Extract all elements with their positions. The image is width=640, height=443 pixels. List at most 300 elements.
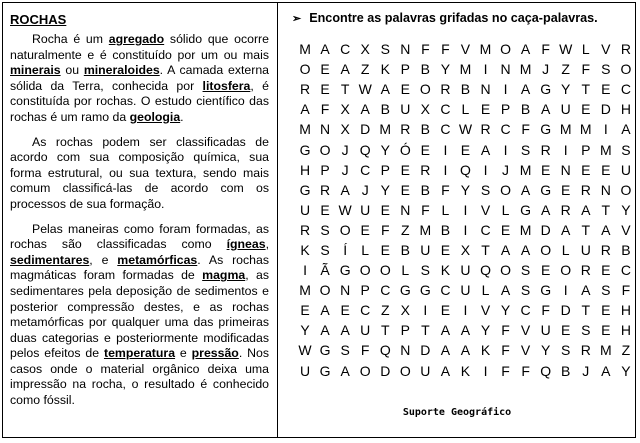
grid-letter[interactable]: A (621, 121, 631, 138)
grid-letter[interactable]: N (400, 342, 411, 359)
grid-letter[interactable]: B (621, 241, 631, 258)
grid-letter[interactable]: A (581, 282, 591, 299)
grid-letter[interactable]: G (399, 282, 411, 299)
grid-letter[interactable]: K (300, 241, 310, 258)
grid-letter[interactable]: G (299, 141, 311, 158)
grid-letter[interactable]: B (420, 181, 431, 198)
grid-letter[interactable]: J (341, 161, 349, 178)
grid-letter[interactable]: D (560, 302, 571, 319)
grid-letter[interactable]: J (502, 161, 510, 178)
grid-letter[interactable]: W (338, 201, 352, 218)
grid-letter[interactable]: M (519, 161, 532, 178)
text-run: , (265, 237, 269, 252)
grid-letter[interactable]: S (380, 41, 390, 58)
grid-letter[interactable]: G (319, 362, 331, 379)
grid-letter[interactable]: I (463, 221, 468, 238)
grid-letter[interactable]: E (540, 161, 551, 178)
grid-letter[interactable]: A (581, 201, 591, 218)
grid-letter[interactable]: E (340, 302, 350, 319)
grid-letter[interactable]: Z (401, 221, 410, 238)
grid-letter[interactable]: I (563, 282, 568, 299)
grid-letter[interactable]: M (459, 61, 472, 78)
grid-letter[interactable]: S (601, 61, 611, 78)
grid-letter[interactable]: P (400, 61, 410, 78)
grid-letter[interactable]: D (540, 221, 551, 238)
grid-letter[interactable]: G (540, 282, 552, 299)
grid-letter[interactable]: Z (621, 342, 631, 359)
grid-letter[interactable]: O (560, 262, 572, 279)
grid-letter[interactable]: A (500, 282, 511, 299)
grid-letter[interactable]: L (401, 262, 410, 279)
grid-letter[interactable]: R (580, 262, 591, 279)
grid-letter[interactable]: E (601, 161, 611, 178)
grid-letter[interactable]: U (540, 322, 551, 339)
grid-letter[interactable]: C (380, 282, 391, 299)
grid-letter[interactable]: D (380, 362, 391, 379)
grid-letter[interactable]: Y (380, 181, 390, 198)
grid-letter[interactable]: P (320, 161, 330, 178)
grid-letter[interactable]: A (520, 41, 531, 58)
grid-letter[interactable]: Z (380, 302, 390, 319)
grid-letter[interactable]: O (359, 362, 371, 379)
grid-letter[interactable]: M (599, 141, 612, 158)
grid-letter[interactable]: I (463, 302, 468, 319)
grid-letter[interactable]: O (620, 181, 632, 198)
grid-letter[interactable]: G (540, 121, 552, 138)
grid-letter[interactable]: A (440, 342, 451, 359)
grid-letter[interactable]: L (481, 282, 490, 299)
grid-letter[interactable]: L (581, 41, 590, 58)
grid-letter[interactable]: I (463, 201, 468, 218)
grid-letter[interactable]: A (520, 181, 531, 198)
grid-letter[interactable]: P (360, 282, 370, 299)
grid-letter[interactable]: A (320, 302, 330, 319)
grid-letter[interactable]: R (299, 81, 311, 98)
grid-letter[interactable]: N (480, 81, 491, 98)
grid-letter[interactable]: S (520, 141, 531, 158)
grid-letter[interactable]: U (420, 362, 431, 379)
grid-letter[interactable]: G (339, 262, 351, 279)
grid-letter[interactable]: N (600, 181, 611, 198)
grid-letter[interactable]: S (520, 262, 531, 279)
grid-letter[interactable]: D (420, 342, 431, 359)
section-title: ROCHAS (10, 12, 67, 27)
grid-letter[interactable]: T (421, 322, 430, 339)
grid-letter[interactable]: M (299, 121, 311, 138)
grid-letter[interactable]: W (298, 342, 312, 359)
grid-letter[interactable]: M (299, 41, 311, 58)
grid-letter[interactable]: F (441, 41, 450, 58)
grid-letter[interactable]: A (340, 322, 350, 339)
grid-letter[interactable]: A (520, 81, 531, 98)
grid-letter[interactable]: D (360, 121, 371, 138)
grid-letter[interactable]: S (581, 322, 591, 339)
grid-letter[interactable]: K (440, 262, 451, 279)
grid-letter[interactable]: Y (460, 181, 471, 198)
grid-letter[interactable]: A (460, 342, 471, 359)
grid-letter[interactable]: O (540, 241, 552, 258)
grid-letter[interactable]: E (300, 302, 310, 319)
grid-letter[interactable]: Y (540, 342, 551, 359)
grid-letter[interactable]: U (560, 101, 571, 118)
grid-letter[interactable]: N (500, 61, 511, 78)
grid-letter[interactable]: C (360, 302, 371, 319)
grid-letter[interactable]: Y (300, 322, 310, 339)
grid-row (295, 200, 636, 220)
grid-letter[interactable]: I (443, 141, 448, 158)
grid-letter[interactable]: G (520, 201, 532, 218)
text-run: . (180, 109, 184, 124)
grid-letter[interactable]: M (379, 121, 392, 138)
grid-letter[interactable]: S (621, 141, 631, 158)
grid-letter[interactable]: X (420, 101, 431, 118)
grid-letter[interactable]: X (340, 101, 350, 118)
grid-letter[interactable]: X (340, 121, 350, 138)
grid-letter[interactable]: B (380, 101, 390, 118)
grid-letter[interactable]: A (340, 61, 350, 78)
grid-letter[interactable]: R (600, 241, 611, 258)
grid-letter[interactable]: R (420, 161, 431, 178)
grid-letter[interactable]: C (440, 121, 451, 138)
grid-letter[interactable]: C (440, 282, 451, 299)
grid-letter[interactable]: C (340, 41, 351, 58)
grid-letter[interactable]: A (340, 362, 350, 379)
grid-letter[interactable]: Z (360, 61, 370, 78)
grid-letter[interactable]: O (379, 262, 391, 279)
grid-letter[interactable]: E (581, 161, 591, 178)
grid-letter[interactable]: N (560, 161, 571, 178)
grid-letter[interactable]: V (460, 41, 471, 58)
grid-letter[interactable]: F (541, 41, 550, 58)
grid-letter[interactable]: E (561, 322, 571, 339)
grid-letter[interactable]: Ó (399, 141, 411, 158)
grid-letter[interactable]: B (460, 81, 471, 98)
grid-letter[interactable]: E (460, 141, 471, 158)
grid-letter[interactable]: E (320, 81, 330, 98)
grid-letter[interactable]: I (483, 362, 488, 379)
grid-letter[interactable]: K (380, 61, 390, 78)
grid-letter[interactable]: A (300, 101, 310, 118)
grid-letter[interactable]: E (400, 161, 410, 178)
grid-letter[interactable]: W (559, 41, 573, 58)
grid-letter[interactable]: F (380, 221, 390, 238)
grid-letter[interactable]: E (320, 61, 330, 78)
grid-letter[interactable]: H (620, 101, 631, 118)
grid-letter[interactable]: Y (561, 81, 571, 98)
grid-letter[interactable]: V (480, 201, 491, 218)
grid-letter[interactable]: O (359, 262, 371, 279)
grid-letter[interactable]: A (360, 101, 370, 118)
grid-letter[interactable]: F (441, 181, 450, 198)
grid-letter[interactable]: B (440, 221, 451, 238)
grid-letter[interactable]: F (521, 121, 530, 138)
grid-letter[interactable]: O (339, 221, 351, 238)
grid-letter[interactable]: U (360, 201, 371, 218)
grid-letter[interactable]: T (601, 201, 611, 218)
grid-letter[interactable]: S (420, 262, 431, 279)
grid-letter[interactable]: I (503, 141, 508, 158)
grid-letter[interactable]: G (299, 181, 311, 198)
grid-letter[interactable]: U (580, 241, 591, 258)
word-search-grid[interactable] (295, 39, 636, 381)
grid-letter[interactable]: R (480, 121, 491, 138)
grid-letter[interactable]: R (440, 81, 451, 98)
grid-letter[interactable]: O (419, 81, 431, 98)
grid-letter[interactable]: M (299, 282, 311, 299)
grid-letter[interactable]: N (340, 282, 351, 299)
grid-letter[interactable]: F (621, 282, 631, 299)
grid-letter[interactable]: U (460, 262, 471, 279)
grid-letter[interactable]: M (519, 61, 532, 78)
grid-letter[interactable]: C (500, 121, 511, 138)
grid-letter[interactable]: Y (480, 322, 491, 339)
grid-letter[interactable]: F (501, 362, 510, 379)
grid-letter[interactable]: M (579, 121, 592, 138)
grid-letter[interactable]: E (601, 262, 611, 279)
grid-letter[interactable]: A (540, 101, 551, 118)
grid-letter[interactable]: R (620, 41, 631, 58)
grid-letter[interactable]: A (561, 221, 571, 238)
grid-letter[interactable]: F (421, 201, 430, 218)
grid-letter[interactable]: Y (621, 201, 631, 218)
grid-letter[interactable]: S (601, 282, 611, 299)
grid-letter[interactable]: T (380, 322, 390, 339)
grid-letter[interactable]: S (320, 221, 330, 238)
grid-row (295, 220, 636, 240)
grid-letter[interactable]: E (400, 181, 410, 198)
grid-letter[interactable]: I (603, 121, 608, 138)
grid-letter[interactable]: G (540, 81, 552, 98)
grid-letter[interactable]: T (481, 241, 490, 258)
text-column (2, 2, 278, 438)
grid-letter[interactable]: M (559, 121, 572, 138)
grid-letter[interactable]: A (380, 81, 390, 98)
grid-letter[interactable]: A (601, 362, 611, 379)
grid-letter[interactable]: T (581, 221, 591, 238)
grid-letter[interactable]: L (501, 201, 510, 218)
grid-letter[interactable]: B (520, 101, 531, 118)
grid-letter[interactable]: F (501, 342, 510, 359)
grid-letter[interactable]: V (601, 41, 611, 58)
grid-letter[interactable]: R (400, 121, 411, 138)
grid-letter[interactable]: V (621, 221, 631, 238)
text-run: . As rochas magmáticas foram formadas de (10, 252, 269, 283)
grid-letter[interactable]: G (419, 282, 431, 299)
grid-letter[interactable]: H (299, 161, 311, 178)
grid-letter[interactable]: I (443, 161, 448, 178)
grid-letter[interactable]: E (380, 241, 390, 258)
grid-letter[interactable]: W (458, 121, 473, 138)
grid-row (295, 361, 636, 381)
grid-letter[interactable]: D (600, 101, 611, 118)
grid-letter[interactable]: F (320, 101, 330, 118)
grid-letter[interactable]: U (299, 362, 311, 379)
grid-letter[interactable]: F (521, 362, 530, 379)
grid-letter[interactable]: A (440, 322, 451, 339)
grid-letter[interactable]: B (561, 362, 571, 379)
grid-letter[interactable]: R (299, 221, 311, 238)
grid-letter[interactable]: O (500, 262, 511, 279)
grid-letter[interactable]: M (519, 221, 532, 238)
grid-letter[interactable]: F (581, 61, 591, 78)
grid-letter[interactable]: N (320, 121, 331, 138)
grid-letter[interactable]: C (520, 302, 531, 319)
grid-letter[interactable]: V (520, 322, 531, 339)
grid-letter[interactable]: C (620, 81, 631, 98)
grid-letter[interactable]: E (480, 101, 491, 118)
grid-letter[interactable]: K (480, 342, 491, 359)
grid-letter[interactable]: L (561, 241, 570, 258)
grid-letter[interactable]: C (440, 101, 451, 118)
grid-letter[interactable]: S (320, 241, 330, 258)
grid-letter[interactable]: B (420, 61, 431, 78)
grid-letter[interactable]: E (440, 241, 451, 258)
grid-letter[interactable]: Q (480, 262, 491, 279)
grid-letter[interactable]: J (361, 181, 369, 198)
grid-letter[interactable]: V (520, 342, 531, 359)
grid-letter[interactable]: O (299, 61, 311, 78)
grid-letter[interactable]: A (520, 241, 531, 258)
grid-letter[interactable]: C (360, 161, 371, 178)
grid-letter[interactable]: S (520, 282, 531, 299)
grid-letter[interactable]: E (581, 101, 591, 118)
grid-letter[interactable]: X (460, 241, 471, 258)
grid-letter[interactable]: L (441, 201, 450, 218)
grid-letter[interactable]: E (360, 221, 370, 238)
grid-letter[interactable]: K (460, 362, 471, 379)
grid-letter[interactable]: Q (460, 161, 471, 178)
grid-letter[interactable]: L (461, 101, 470, 118)
grid-letter[interactable]: E (420, 141, 431, 158)
grid-letter[interactable]: A (320, 322, 330, 339)
grid-letter[interactable]: J (582, 362, 590, 379)
grid-letter[interactable]: B (400, 241, 410, 258)
grid-letter[interactable]: E (601, 81, 611, 98)
grid-letter[interactable]: O (319, 141, 331, 158)
grid-letter[interactable]: N (400, 41, 411, 58)
grid-letter[interactable]: E (601, 322, 611, 339)
grid-letter[interactable]: C (620, 262, 631, 279)
grid-letter[interactable]: C (480, 221, 491, 238)
grid-letter[interactable]: P (400, 322, 410, 339)
grid-letter[interactable]: U (620, 161, 631, 178)
grid-letter[interactable]: U (360, 322, 371, 339)
grid-letter[interactable]: S (340, 342, 350, 359)
grid-letter[interactable]: M (599, 342, 612, 359)
grid-letter[interactable]: G (540, 181, 552, 198)
grid-letter[interactable]: Y (440, 61, 451, 78)
grid-letter[interactable]: R (580, 181, 591, 198)
grid-letter[interactable]: E (561, 181, 571, 198)
grid-letter[interactable]: E (601, 302, 611, 319)
grid-letter[interactable]: H (620, 322, 631, 339)
grid-letter[interactable]: E (400, 81, 410, 98)
grid-letter[interactable]: O (620, 61, 632, 78)
grid-letter[interactable]: A (480, 141, 491, 158)
grid-letter[interactable]: Y (380, 141, 390, 158)
grid-letter[interactable]: E (320, 201, 330, 218)
grid-letter[interactable]: H (620, 302, 631, 319)
grid-letter[interactable]: A (440, 362, 451, 379)
grid-letter[interactable]: Í (343, 241, 348, 258)
grid-letter[interactable]: X (360, 41, 370, 58)
grid-letter[interactable]: R (540, 141, 551, 158)
grid-letter[interactable]: S (561, 342, 571, 359)
grid-letter[interactable]: A (500, 241, 511, 258)
grid-letter[interactable]: L (361, 241, 370, 258)
grid-letter[interactable]: G (319, 342, 331, 359)
grid-letter[interactable]: Ã (320, 262, 330, 279)
grid-letter[interactable]: F (421, 41, 430, 58)
grid-letter[interactable]: Q (540, 362, 552, 379)
grid-letter[interactable]: J (542, 61, 550, 78)
grid-letter[interactable]: Y (621, 362, 631, 379)
grid-letter[interactable]: T (581, 81, 591, 98)
grid-letter[interactable]: P (500, 101, 511, 118)
grid-letter[interactable]: Z (561, 61, 570, 78)
grid-letter[interactable]: O (500, 41, 511, 58)
grid-letter[interactable]: F (360, 342, 370, 359)
grid-letter[interactable]: A (540, 201, 551, 218)
grid-letter[interactable]: A (340, 181, 350, 198)
grid-letter[interactable]: R (560, 201, 571, 218)
grid-letter[interactable]: I (423, 302, 428, 319)
grid-letter[interactable]: X (400, 302, 410, 319)
grid-letter[interactable]: R (580, 342, 591, 359)
text-run: Rocha é um (32, 32, 109, 46)
grid-letter[interactable]: U (460, 282, 471, 299)
grid-letter[interactable]: I (503, 81, 508, 98)
grid-letter[interactable]: J (341, 141, 349, 158)
grid-letter[interactable]: I (483, 61, 488, 78)
grid-letter[interactable]: Q (379, 342, 391, 359)
grid-letter[interactable]: B (420, 121, 431, 138)
grid-letter[interactable]: O (319, 282, 331, 299)
grid-letter[interactable]: I (483, 161, 488, 178)
grid-letter[interactable]: O (399, 362, 411, 379)
grid-letter[interactable]: V (480, 302, 491, 319)
grid-letter[interactable]: U (400, 101, 411, 118)
grid-letter[interactable]: T (581, 302, 591, 319)
grid-letter[interactable]: E (500, 221, 511, 238)
grid-letter[interactable]: R (320, 181, 331, 198)
grid-letter[interactable]: Q (359, 141, 371, 158)
grid-letter[interactable]: M (419, 221, 432, 238)
grid-letter[interactable]: F (501, 322, 510, 339)
grid-letter[interactable]: A (601, 221, 611, 238)
grid-letter[interactable]: A (320, 41, 330, 58)
grid-letter[interactable]: T (340, 81, 350, 98)
grid-letter[interactable]: O (500, 181, 511, 198)
grid-letter[interactable]: M (479, 41, 492, 58)
grid-letter[interactable]: I (303, 262, 307, 279)
grid-letter[interactable]: E (440, 302, 451, 319)
grid-letter[interactable]: U (420, 241, 431, 258)
grid-letter[interactable]: E (380, 201, 390, 218)
grid-letter[interactable]: E (540, 262, 551, 279)
grid-letter[interactable]: Y (500, 302, 511, 319)
grid-letter[interactable]: W (358, 81, 372, 98)
grid-letter[interactable]: A (460, 322, 471, 339)
grid-letter[interactable]: P (581, 141, 591, 158)
grid-letter[interactable]: I (563, 141, 568, 158)
grid-letter[interactable]: F (541, 302, 550, 319)
grid-letter[interactable]: N (400, 201, 411, 218)
grid-row (295, 79, 636, 99)
grid-letter[interactable]: S (480, 181, 491, 198)
grid-letter[interactable]: P (380, 161, 390, 178)
grid-letter[interactable]: U (299, 201, 311, 218)
